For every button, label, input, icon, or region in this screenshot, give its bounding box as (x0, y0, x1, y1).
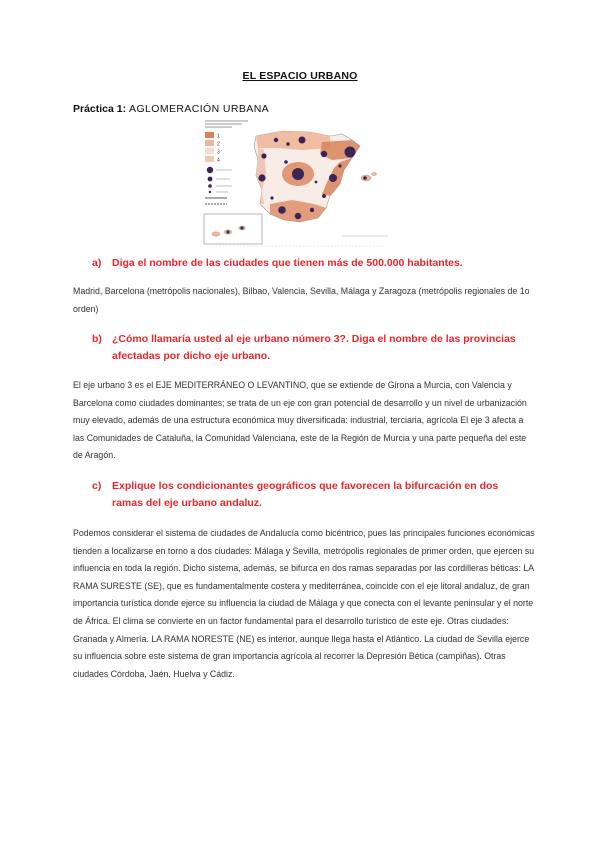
question-a-letter: a) (92, 257, 102, 269)
practice-label: Práctica 1: (73, 103, 127, 115)
legend-num-2: 2 (217, 141, 220, 148)
answer-b: El eje urbano 3 es el EJE MEDITERRÁNEO O LEVANTINO, que se extiende de Girona a Murcia, con Valencia y Barcelona como ciudades dominantes; se trata de un eje con gran potencial de desarrollo y un nivel de urbanización muy elevado, además de una estructura económica muy diversificada: industrial, terciaria, agrícola El eje 3 afecta a las Comunidades de Cataluña, la Comunidad Valenciana, este de la Región de Murcia y una parte pequeña del este de Aragón. (73, 380, 527, 461)
legend-num-4: 4 (217, 157, 220, 164)
answer-a: Madrid, Barcelona (metrópolis nacionales), Bilbao, Valencia, Sevilla, Málaga y Zaragoza (metrópolis regionales de 1o orden) (73, 286, 530, 314)
urban-axes-map (202, 118, 394, 248)
question-a-text: Diga el nombre de las ciudades que tienen más de 500.000 habitantes. (112, 257, 463, 269)
practice-topic: AGLOMERACIÓN URBANA (129, 103, 270, 115)
question-b-letter: b) (92, 333, 102, 345)
question-b (92, 331, 532, 365)
practice-heading (73, 103, 269, 115)
question-c (92, 478, 532, 512)
question-c-letter: c) (92, 480, 102, 492)
question-a (92, 255, 532, 272)
question-b-text: ¿Cómo llamaría usted al eje urbano número 3?. Diga el nombre de las provincias afectadas por dicho eje urbano. (112, 333, 516, 362)
legend-num-3: 3 (217, 149, 220, 156)
legend-num-1: 1 (217, 133, 220, 140)
question-c-text: Explique los condicionantes geográficos que favorecen la bifurcación en dos ramas del eje urbano andaluz. (112, 480, 499, 509)
document-title: EL ESPACIO URBANO (242, 70, 358, 82)
answer-c: Podemos considerar el sistema de ciudades de Andalucía como bicéntrico, pues las principales funciones económicas tienden a localizarse en torno a dos ciudades: Málaga y Sevilla, metrópolis regionales de primer orden, que ejercen su influencia en toda la región. Dicho sistema, además, se bifurca en dos ramas separadas por las cordilleras béticas: LA RAMA SURESTE (SE), que es fundamentalmente costera y mediterránea, coincide con el eje litoral andaluz, de gran importancia turística donde ejerce su influencia la ciudad de Málaga y que conecta con el levante peninsular y el norte de África. El clima se convierte en un factor fundamental para el desarrollo turístico de este eje. Otras ciudades: Granada y Almería. LA RAMA NORESTE (NE) es interior, aunque llega hasta el Atlántico. La ciudad de Sevilla ejerce su influencia sobre este sistema de gran importancia agrícola al recorrer la Depresión Bética (campiñas). Otras ciudades Córdoba, Jaén, Huelva y Cádiz. (73, 528, 535, 679)
